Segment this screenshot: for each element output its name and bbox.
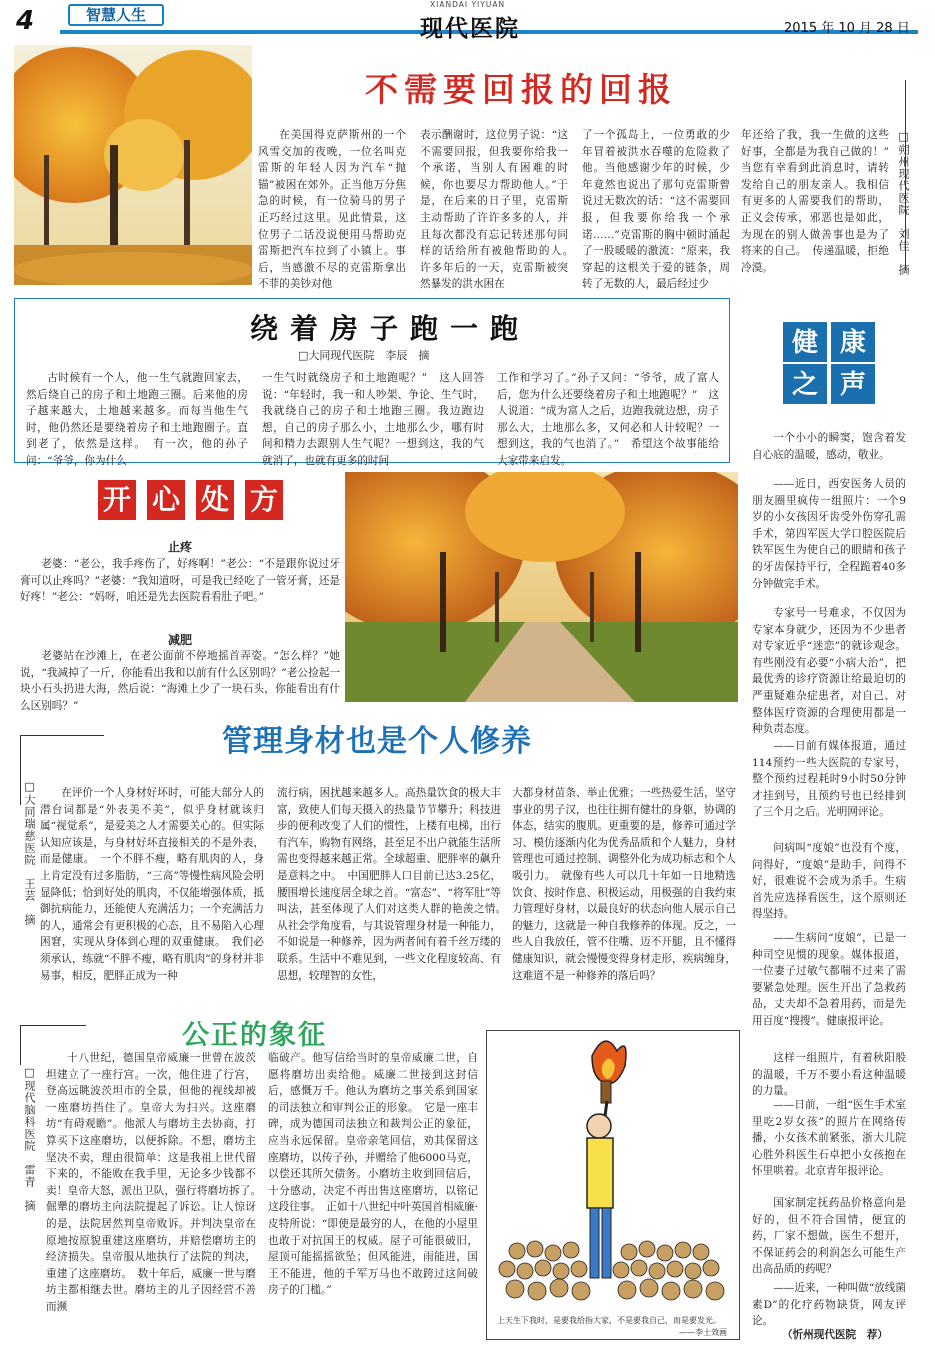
page-number: 4 [16,6,35,36]
article1-title: 不需要回报的回报 [365,70,677,109]
article4-byline-rule [20,1025,21,1065]
article2-byline: □大同现代医院 李辰 摘 [298,349,430,362]
health-title-char-1: 健 [783,322,827,362]
autumn-trees-image [14,45,252,285]
article2-col2: 一生气时就绕房子和土地跑呢？” 这人回答说：“年轻时，我一和人吵架、争论、生气时，我就绕自己的房子和土地跑三圈。我边跑边想，自己的房子那么小，土地那么少，哪有时间和精力去跟别人生气呢？一想到这，我的气就消了，也就有更多的时间 [262,372,484,467]
article1-col1: 在美国得克萨斯州的一个风雪交加的夜晚，一位名叫克雷斯的年轻人因为汽车“抛锚”被困在郊外。正当他万分焦急的时候，有一位骑马的男子正巧经过这里。见此情景，这位男子二话没说便用马帮助克雷斯把汽车拉到了小镇上。事后，当感激不尽的克雷斯拿出不菲的美钞对他 [258,129,406,291]
article3-rule [20,735,104,736]
paper-name: 现代医院 [420,15,520,42]
article2-title: 绕着房子跑一跑 [250,312,531,345]
joke1-title: 止疼 [167,540,192,554]
happy-title-char-2: 心 [147,480,185,520]
health-para-7: 这样一组照片，有着秋阳般的温暖，千万不要小看这种温暖的力量。 [752,1052,906,1098]
autumn-road-image [345,472,738,702]
happy-title-char-1: 开 [98,480,136,520]
article2-col1: 古时候有一个人，他一生气就跑回家去，然后绕自己的房子和土地跑三圈。后来他的房子越来越大，土地越来越多。而每当他生气时，他仍然还是要绕着房子和土地跑圈子。直到老了，依然是这样。 有一次，他的孙子问：“爷爷，你为什么 [26,372,248,467]
health-para-4: ——日前有媒体报道，通过114预约一些大医院的专家号，整个预约过程耗时9小时50分钟才挂到号，且预约号也已经排到了三个月之后。光明网评论。 [752,740,906,819]
issue-date: 2015 年 10 月 28 日 [784,21,910,36]
health-para-3: 专家号一号难求，不仅因为专家本身就少，还因为不少患者对专家近乎“迷恋”的就诊观念。有些刚没有必要“小病大治”，把最优秀的诊疗资源让给最迫切的严重疑难杂症患者，对自己、对整体医疗资源的合理使用都是一种负责态度。 [752,607,906,736]
cartoon-caption: 上天生下我时，是要我给指大家，不是要我自己，而是要发光。 [497,1316,721,1325]
torch-cartoon [486,1030,740,1340]
happy-title-char-3: 处 [196,480,234,520]
health-para-9: 国家制定抚药品价格意向是好的，但不符合国情，便宜的药，厂家不想做，医生不想开，不保证药会的利润怎么可能生产出高品质的药呢？ [752,1197,906,1276]
happy-title-char-4: 方 [245,480,283,520]
health-para-6: ——生病问“度娘”，已是一种司空见惯的现象。媒体报道，一位妻子过敏气都喘不过来了需要紧急处理。医生开出了急救药品，丈夫却不急着用药，而是先用百度“搜搜”。健康报评论。 [752,932,906,1027]
paper-pinyin: XIANDAI YIYUAN [430,0,506,9]
article1-col4: 年还给了我，我一生做的这些好事，全都是为我自己做的！” 当您有幸看到此消息时，请转发给自己的朋友亲人。我相信有更多的人需要我们的帮助，正义会传承，邪恶也是如此，为现在的别人做善事也是为了将来的自己。 传递温暖，拒绝冷漠。 [741,129,900,274]
joke1-text: 老婆：“老公，我手疼伤了，好疼啊！”老公：“不是跟你说过牙膏可以止疼吗？”老婆：“我知道呀，可是我已经吃了一管牙膏，还是好疼！”老公：“妈呀，咱还是先去医院看看肚子吧。” [20,558,340,604]
article4-col1: 十八世纪，德国皇帝威廉一世曾在波茨坦建立了一座行宫。一次，他住进了行宫，登高远眺波茨坦市的全景，但他的视线却被一座磨坊挡住了。皇帝大为扫兴。这座磨坊“有碍观瞻”。他派人与磨坊主去协商，打算买下这座磨坊，以便拆除。不想，磨坊主坚决不卖，理由很简单：这是我祖上世代留下来的，不能败在我手里，无论多少钱都不卖！皇帝大怒，派出卫队，强行将磨坊拆了。 倔犟的磨坊主向法院提起了诉讼。让人惊讶的是，法院居然判皇帝败诉。并判决皇帝在原地按原貌重建这座磨坊，并赔偿磨坊主的经济损失。皇帝服从地执行了法院的判决，重建了这座磨坊。 数十年后，威廉一世与磨坊主都相继去世。磨坊主的儿子因经营不善而濒 [46,1052,267,1313]
joke2-title: 减肥 [167,633,192,647]
article1-col2: 表示酬谢时，这位男子说：“这不需要回报，但我要你给我一个承诺，当别人有困难的时候，你也要尽力帮助他人。”于是，在后来的日子里，克雷斯主动帮助了许许多多的人，并且每次都没有忘记转述那句同样的话给所有被他帮助的人。 许多年后的一天，克雷斯被突然暴发的洪水困在 [420,129,579,291]
article1-byline: □朔州现代医院 刘佳 摘 [897,130,910,276]
article2-col3: 工作和学习了。”孙子又问：“爷爷，成了富人后，您为什么还要绕着房子和土地跑呢？” 这人说道：“成为富人之后，边跑我就边想，房子那么大，土地那么多，又何必和人计较呢？一想到这，我的气也消了。” 希望这个故事能给大家带来启发。 [497,372,719,467]
health-para-8: ——日前，一组“医生手术室里吃2岁女孩”的照片在网络传播，小女孩术前紧张，浙大儿院心胜外科医生石卓把小女孩抱在怀里哄着。北京青年报评论。 [752,1099,906,1178]
article3-byline: □大同瑞慈医院 王芸 摘 [23,780,36,926]
article3-title: 管理身材也是个人修养 [222,724,532,759]
health-para-10: ——近来，一种叫做“放线菌素D”的化疗药物缺货，网友评论。 [752,1282,906,1328]
article4-byline: □现代脑科医院 雷青 摘 [23,1066,36,1212]
article3-col3: 大都身材苗条、举止优雅；一些热爱生活，坚守事业的男子汉，也往往拥有健壮的身躯，协调的体态，结实的腹肌。更重要的是，修养可通过学习、模仿逐渐内化为优秀品质和个人魅力，身材管理也可通过控制、调整外化为成功标志和个人吸引力。 就像有些人可以几十年如一日地精选饮食、按时作息、积极运动，用极强的自我约束力管理好身材，以最良好的状态向他人展示自己的魅力，这就是一种自我修养的体现。反之，一些人自我放任，管不住嘴、迈不开腿，且不懂得健康知识，就会慢慢变得身材走形，疾病缠身，这难道不是一种修养的落后吗？ [512,787,736,982]
health-para-2: ——近日，西安医务人员的朋友圈里疯传一组照片：一个9岁的小女孩因牙齿受外伤穿孔需手术，第四军医大学口腔医院后铁军医生为使自己的眼睛和孩子的牙齿保持平行，全程跪着40多分钟做完手术。 [752,478,906,590]
joke2-text: 老婆站在沙滩上，在老公面前不停地摇首弄姿。“怎么样？”她说，“我减掉了一斤，你能看出我和以前有什么区别吗？”老公捡起一块小石头扔进大海，然后说：“海滩上少了一块石头，你能看出有什么区别吗？” [20,650,340,712]
article3-byline-rule [20,735,21,805]
article4-title: 公正的象征 [182,1020,327,1051]
article1-col3: 了一个孤岛上，一位勇敢的少年冒着被洪水吞噬的危险救了他。当他感谢少年的时候，少年竟然也说出了那句克雷斯曾说过无数次的话：“这不需要回报，但我要你给我一个承诺……”克雷斯的胸中顿时涌起了一股暖暖的激流：“原来，我穿起的这根关于爱的链条，周转了无数的人，最后经过少 [582,129,730,291]
health-source: （忻州现代医院 荐） [782,1329,888,1341]
health-title-char-4: 声 [831,364,875,404]
health-para-1: 一个小小的瞬窦，饱含着发自心底的温暖，感动，敬业。 [752,432,906,461]
cartoon-credit: ——李士效画 [679,1328,727,1337]
health-title-char-3: 之 [783,364,827,404]
article3-col2: 流行病，困扰越来越多人。高热量饮食的极大丰富，致使人们每天摄入的热量节节攀升；科技进步的便利改变了人们的惯性，上楼有电梯，出行有汽车，购物有网络，甚至足不出户就能生活所需也变得越来越正常。全球超重、肥胖率的飙升是意料之中。 中国肥胖人口目前已达3.25亿，腰围增长速度居全球之首。“富态”、“将军肚”等叫法，甚至体现了人们对这类人群的艳羡之情。 从社会学角度看，与其说管理身材是一种能力，不如说是一种修养，因为两者间有着千丝万缕的联系。生活中不难见到，一些文化程度较高、有思想，较理智的女性， [277,787,512,982]
health-para-5: 问病叫“度娘”也没有个度，问得好，“度娘”是助手，问得不好，很难说不会成为杀手。生病首先应选择看医生，这个原则还得坚持。 [752,842,906,921]
section-label: 智慧人生 [68,4,164,26]
article3-col1: 在评价一个人身材好坏时，可能大部分人的潜台词都是“外表美不美”，似乎身材就该归属“视觉系”，是爱美之人才需要关心的。但实际认知应该是，与身材好坏直接相关的不是外表，而是健康。 一个不胖不瘦，略有肌肉的人，身上肯定没有过多脂肪，“三高”等慢性病风险会明显降低；恰到好处的肌肉，不仅能增强体质，抵御抗病能力，还能使人充满活力；一个充满活力的人，通常会有更积极的心态，且不易陷入心理困窘，实现从身体到心理的双重健康。 我们必须承认，练就“不胖不瘦，略有肌肉”的身材并非易事，相反，肥胖正成为一种 [40,787,264,982]
article4-rule [20,1025,86,1026]
article4-col2: 临破产。他写信给当时的皇帝威廉二世，自愿将磨坊出卖给他。威廉二世接到这封信后，感慨万千。他认为磨坊之事关系到国家的司法独立和审判公正的形象。 它是一座丰碑，成为德国司法独立和裁判公正的象征，应当永远保留。皇帝亲笔回信，劝其保留这座磨坊，以传子孙，并赠给了他6000马克，以偿还其所欠债务。小磨坊主收到回信后，十分感动，决定不再出售这座磨坊，以铭记这段往事。 正如十八世纪中叶英国首相威廉·皮特所说：“即使是最穷的人，在他的小屋里也敢于对抗国王的权威。屋子可能很破旧，屋顶可能摇摇欲坠；但风能进，雨能进，国王不能进，他的千军万马也不敢跨过这间破房子的门槛。” [268,1052,478,1297]
health-title-char-2: 康 [831,322,875,362]
